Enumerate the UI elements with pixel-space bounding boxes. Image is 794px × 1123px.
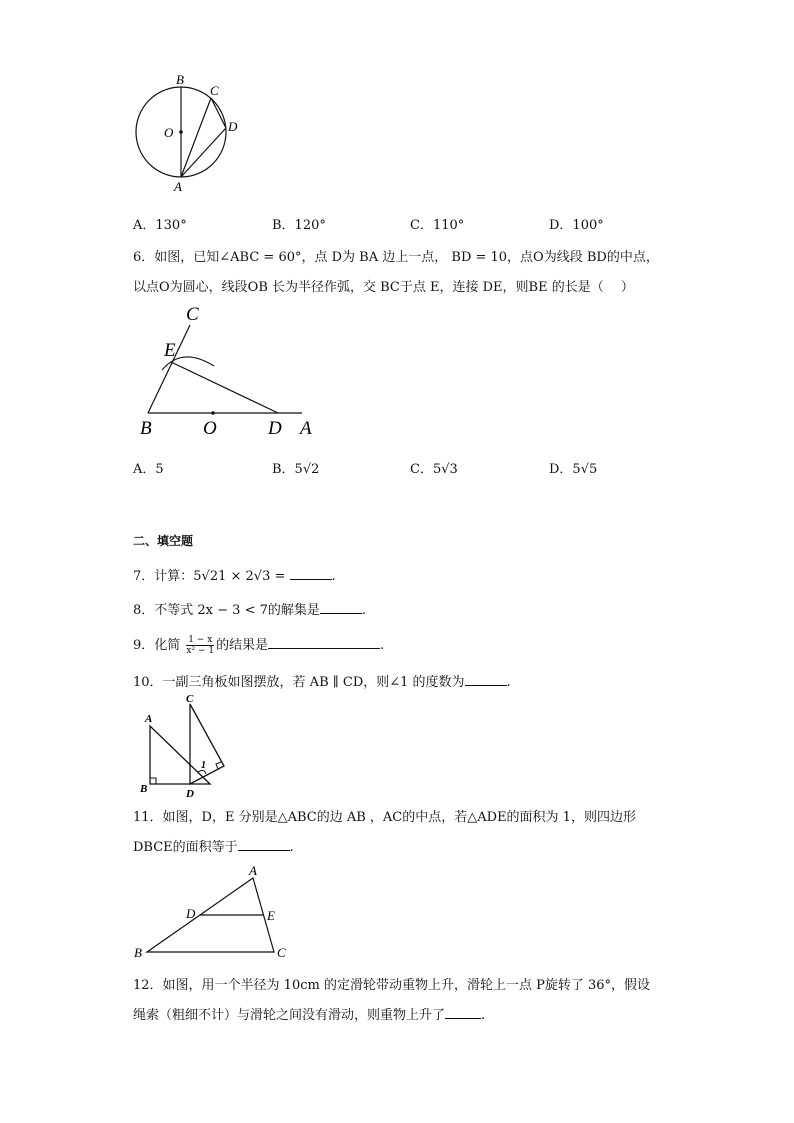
q10 [133, 671, 511, 690]
q11-line-1: 11．如图，D，E 分别是△ABC的边 AB ，AC的中点，若△ADE的面积为 1，则四边形 [133, 810, 636, 825]
q12-line-2 [133, 1004, 485, 1023]
q6-label-d: D [268, 418, 282, 439]
q6-label-a: A [300, 418, 312, 439]
q6-label-c: C [186, 304, 199, 325]
q10-label-1: 1 [201, 760, 206, 771]
q6-option-c: C．5√3 [410, 462, 458, 477]
q9 [133, 634, 384, 656]
q8 [133, 599, 366, 618]
q7 [133, 565, 336, 584]
q10-set-squares-figure [136, 692, 236, 802]
q5-chord-ad [181, 128, 226, 177]
q6-label-e: E [164, 340, 176, 361]
q10-triangle-abd [150, 726, 210, 784]
q11-line-2-text: DBCE的面积等于 [133, 840, 238, 855]
q11-label-b: B [134, 945, 142, 960]
q5-option-c: C．110° [410, 218, 465, 233]
section-title: 二、填空题 [133, 534, 194, 548]
q6-triangle-figure [130, 300, 330, 440]
q9-period: . [380, 638, 385, 653]
q6-label-b: B [140, 418, 152, 439]
q10-label-c: C [186, 693, 194, 705]
q10-right-angle-b [150, 778, 156, 784]
q8-period: . [361, 603, 367, 618]
q5-label-d: D [228, 119, 238, 134]
q11-triangle-figure [130, 864, 300, 964]
q5-circle-figure [128, 70, 248, 195]
q10-text: 10．一副三角板如图摆放，若 AB ∥ CD，则∠1 的度数为 [133, 675, 465, 690]
q11-label-a: A [249, 864, 257, 878]
q9-suffix: 的结果是 [216, 638, 269, 653]
q8-text: 8．不等式 2x − 3 < 7的解集是 [133, 603, 320, 618]
q7-period: . [331, 569, 336, 584]
q8-answer-blank[interactable] [320, 601, 362, 614]
q12-answer-blank[interactable] [445, 1006, 481, 1019]
q11-label-c: C [277, 945, 286, 960]
q10-label-a: A [145, 713, 153, 725]
q5-label-c: C [210, 83, 219, 98]
q9-denominator: x² − 1 [186, 646, 215, 656]
q7-answer-blank[interactable] [290, 567, 332, 580]
q5-label-b: B [176, 72, 184, 87]
q6-line-1: 6．如图，已知∠ABC = 60°，点 D为 BA 边上一点， BD = 10，点O为线段 BD的中点， [133, 250, 659, 265]
q6-label-o: O [203, 418, 217, 439]
q5-label-o: O [164, 125, 174, 140]
q12-period: . [481, 1008, 486, 1023]
q10-label-d: D [186, 788, 194, 800]
q6-line-2: 以点O为圆心，线段OB 长为半径作弧，交 BC于点 E，连接 DE，则BE 的长是（ ） [133, 280, 634, 295]
q9-fraction [186, 635, 214, 656]
q10-answer-blank[interactable] [465, 673, 507, 686]
q6-option-b: B．5√2 [272, 462, 320, 477]
q5-label-a: A [174, 179, 182, 194]
q11-label-e: E [267, 908, 275, 923]
q5-center-dot [179, 130, 183, 134]
q10-period: . [506, 675, 511, 690]
q6-ray-bc [148, 325, 190, 413]
q6-option-d: D．5√5 [549, 462, 598, 477]
q5-option-d: D．100° [549, 218, 604, 233]
q11-label-d: D [186, 906, 196, 921]
q10-triangle-cd [190, 704, 224, 784]
q9-answer-blank[interactable] [268, 636, 380, 649]
q11-answer-blank[interactable] [238, 838, 290, 851]
q12-line-2-text: 绳索（粗细不计）与滑轮之间没有滑动，则重物上升了 [133, 1008, 446, 1023]
q12-line-1: 12．如图，用一个半径为 10cm 的定滑轮带动重物上升，滑轮上一点 P旋转了 36°，假设 [133, 978, 651, 993]
q6-option-a: A．5 [133, 462, 164, 477]
q6-segment-de [171, 362, 278, 413]
q5-option-a: A．130° [133, 218, 187, 233]
q9-prefix: 9．化简 [133, 638, 181, 653]
q11-line-2 [133, 836, 294, 855]
q11-period: . [289, 840, 294, 855]
q7-text: 7．计算：5√21 × 2√3 = [133, 569, 290, 584]
q9-numerator: 1 − x [188, 635, 213, 645]
q5-chord-cd [211, 98, 226, 128]
q5-option-b: B．120° [272, 218, 326, 233]
q5-chord-ac [181, 98, 211, 177]
q10-label-b: B [140, 783, 148, 795]
q6-center-dot [211, 411, 215, 415]
